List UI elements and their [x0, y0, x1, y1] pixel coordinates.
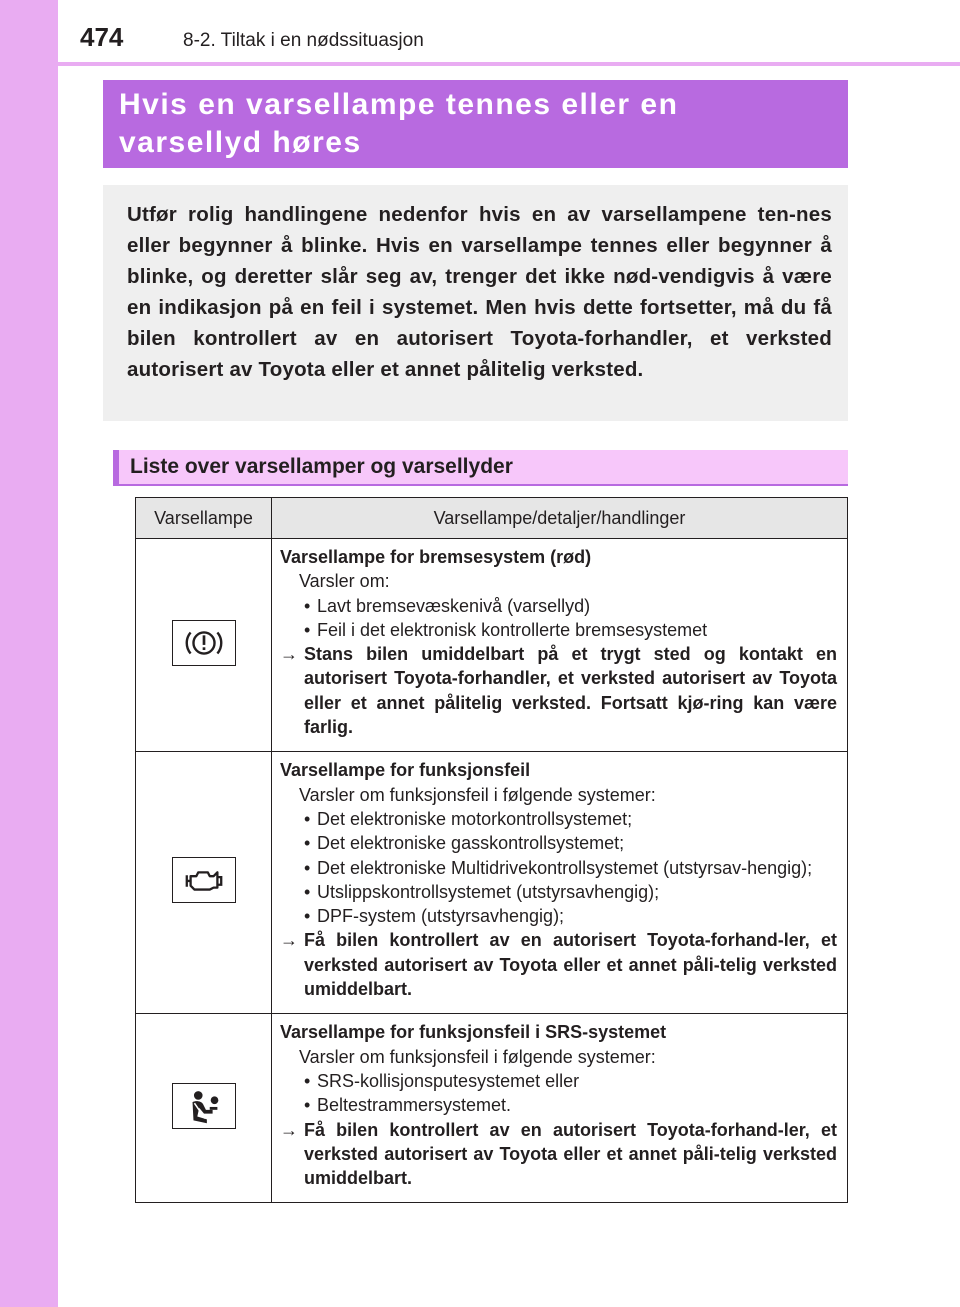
list-item: • Feil i det elektronisk kontrollerte bremsesystemet	[280, 618, 837, 642]
brake-warning-icon	[172, 620, 236, 666]
action-instruction	[280, 928, 837, 1001]
table-row	[136, 539, 848, 752]
arrow-right-icon: →	[280, 644, 298, 665]
lamp-details-cell	[272, 752, 848, 1014]
intro-text: Utfør rolig handlingene nedenfor hvis en av varsellampene ten-nes eller begynner å blinke. Hvis en varsellampe tennes eller begynner å blinke, og deretter slår seg av, trenger det ikke nød-vendigvis å være en indikasjon på en feil i systemet. Men hvis dette fortsetter, må du få bilen kontrollert av en autorisert Toyota-forhandler, et verksted autorisert av Toyota eller et annet pålitelig verksted.	[127, 203, 832, 381]
lamp-icon-cell	[136, 539, 272, 752]
lamp-name: Varsellampe for funksjonsfeil i SRS-systemet	[280, 1022, 667, 1043]
warning-lamp-table	[135, 497, 848, 1203]
table-row	[136, 752, 848, 1014]
srs-airbag-icon	[172, 1083, 236, 1129]
action-text: Stans bilen umiddelbart på et trygt sted og kontakt en autorisert Toyota-forhandler, et verksted autorisert av Toyota eller et annet pålitelig verksted. Fortsatt kjø-ring kan være farlig.	[304, 644, 837, 738]
intro-box	[103, 185, 848, 421]
check-engine-icon	[172, 857, 236, 903]
lamp-details-cell	[272, 539, 848, 752]
side-color-strip	[0, 0, 58, 1307]
action-instruction	[280, 642, 837, 739]
list-item: • Lavt bremsevæskenivå (varsellyd)	[280, 594, 837, 618]
column-header-details: Varsellampe/detaljer/handlinger	[272, 498, 848, 539]
list-item: • Det elektroniske motorkontrollsystemet;	[280, 807, 837, 831]
section-title	[103, 80, 848, 168]
action-text: Få bilen kontrollert av en autorisert Toyota-forhand-ler, et verksted autorisert av Toyota eller et annet påli-telig verksted umiddelbart.	[304, 930, 837, 1000]
list-heading: Liste over varsellamper og varsellyder	[113, 450, 848, 486]
lamp-name: Varsellampe for funksjonsfeil	[280, 760, 531, 781]
list-item: • Utslippskontrollsystemet (utstyrsavhengig);	[280, 880, 837, 904]
list-heading-accent	[113, 450, 119, 486]
table-header-row	[136, 498, 848, 539]
list-item: • DPF-system (utstyrsavhengig);	[280, 904, 837, 928]
action-instruction	[280, 1118, 837, 1191]
list-item: • Beltestrammersystemet.	[280, 1093, 837, 1117]
arrow-right-icon: →	[280, 930, 298, 951]
list-item: • SRS-kollisjonsputesystemet eller	[280, 1069, 837, 1093]
lamp-details-cell	[272, 1014, 848, 1203]
warns-of-label: Varsler om funksjonsfeil i følgende systemer:	[299, 1046, 656, 1067]
header-divider	[58, 62, 960, 66]
chapter-title: 8-2. Tiltak i en nødssituasjon	[183, 30, 424, 51]
column-header-lamp: Varsellampe	[136, 498, 272, 539]
action-text: Få bilen kontrollert av en autorisert Toyota-forhand-ler, et verksted autorisert av Toyota eller et annet påli-telig verksted umiddelbart.	[304, 1119, 837, 1189]
lamp-icon-cell	[136, 752, 272, 1014]
reason-list	[280, 807, 837, 928]
warns-of-label: Varsler om funksjonsfeil i følgende systemer:	[299, 784, 656, 805]
list-item: • Det elektroniske gasskontrollsystemet;	[280, 831, 837, 855]
table-row	[136, 1014, 848, 1203]
lamp-name: Varsellampe for bremsesystem (rød)	[280, 547, 592, 567]
arrow-right-icon: →	[280, 1119, 298, 1140]
reason-list	[280, 594, 837, 643]
lamp-icon-cell	[136, 1014, 272, 1203]
warns-of-label: Varsler om:	[299, 571, 390, 592]
list-item: • Det elektroniske Multidrivekontrollsystemet (utstyrsav-hengig);	[280, 856, 837, 880]
section-title-line-2: varsellyd høres	[119, 126, 362, 159]
reason-list	[280, 1069, 837, 1118]
section-title-line-1: Hvis en varsellampe tennes eller en	[119, 88, 679, 121]
page-number: 474	[80, 22, 124, 52]
list-heading-underline	[113, 484, 848, 486]
